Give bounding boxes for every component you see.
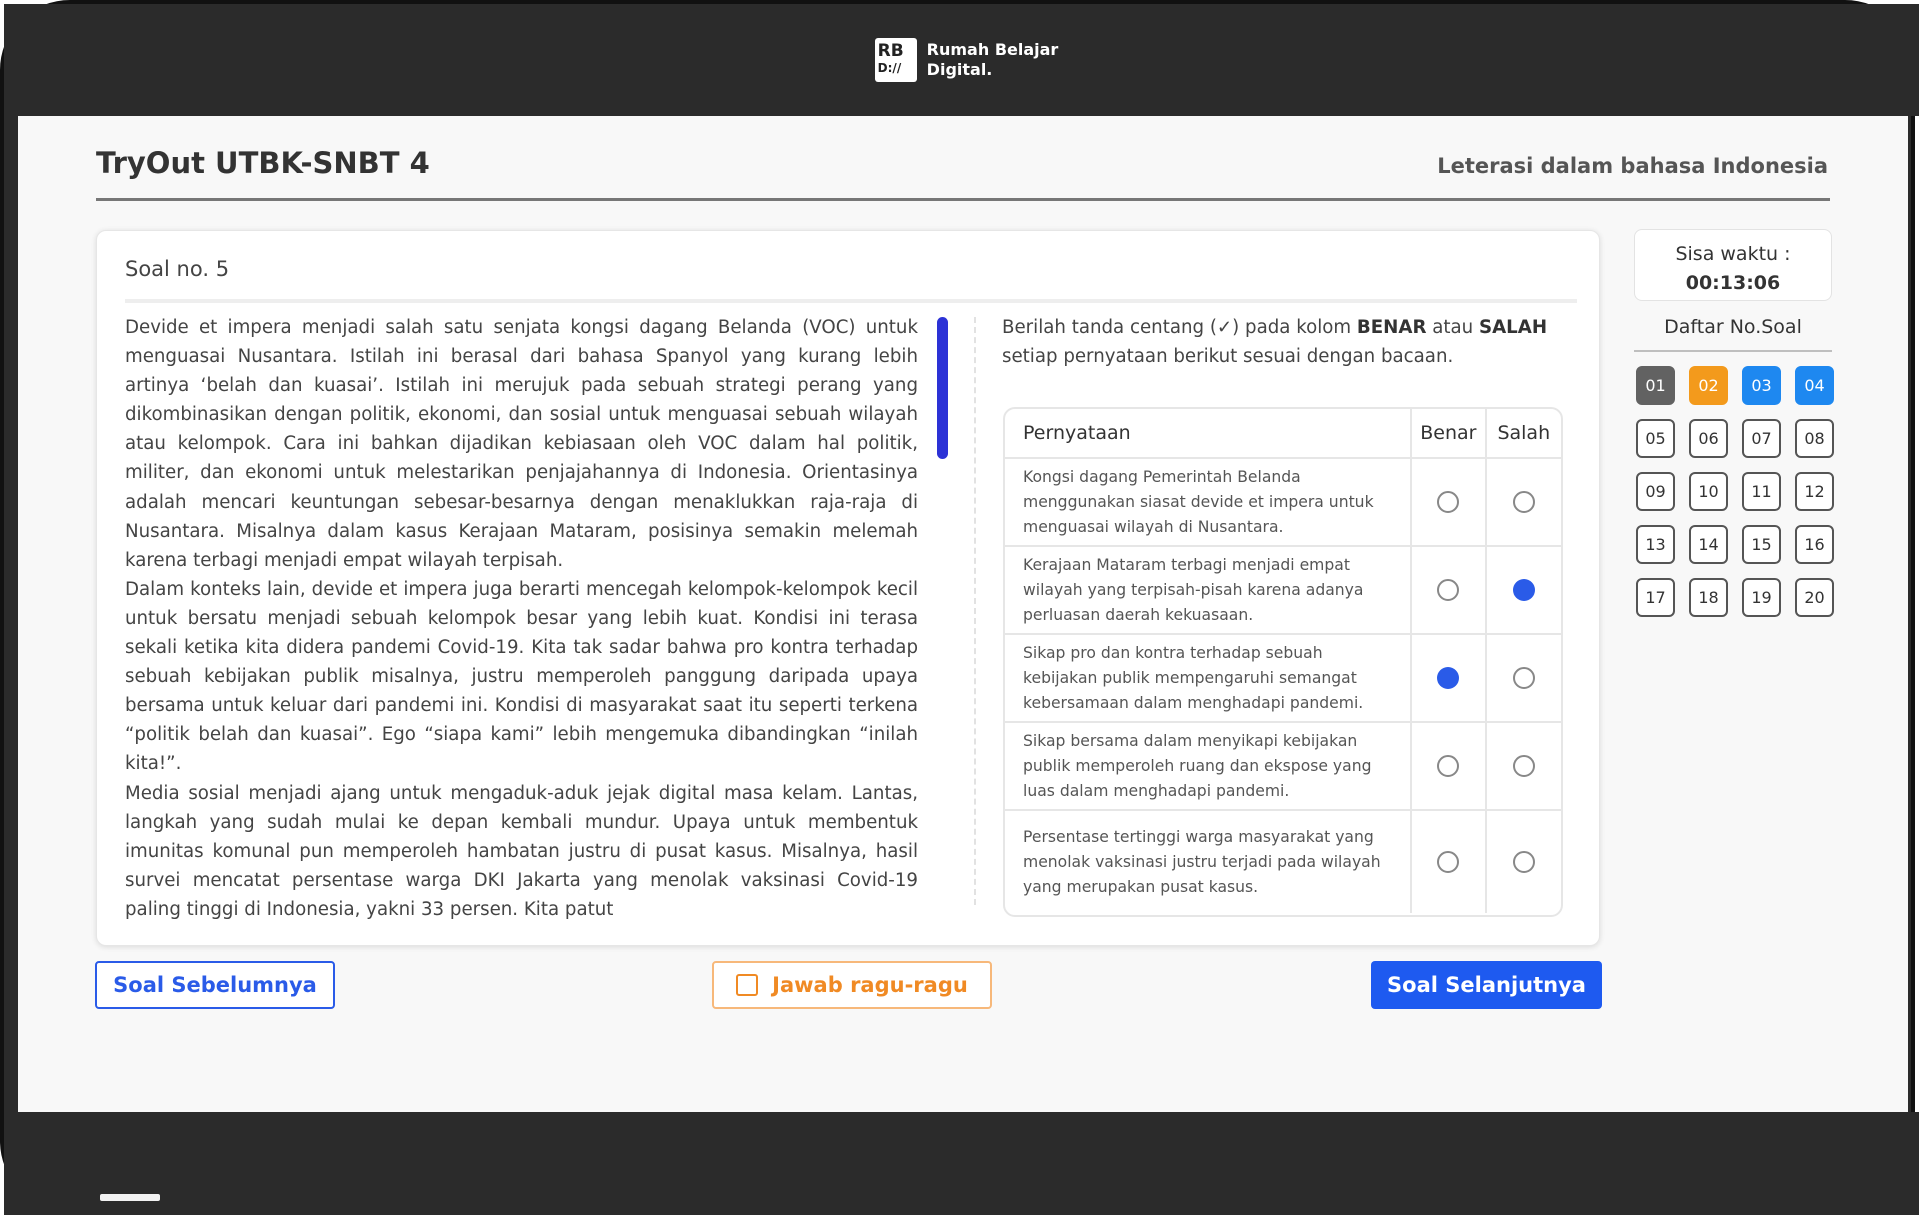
question-number-button[interactable]: 20: [1795, 578, 1834, 617]
true-option-cell: [1412, 635, 1486, 721]
brand-name: [927, 40, 1059, 80]
question-number-button[interactable]: 15: [1742, 525, 1781, 564]
question-card: [96, 230, 1600, 946]
true-option-cell: [1412, 547, 1486, 633]
question-number-button[interactable]: 09: [1636, 472, 1675, 511]
timer-label: Sisa waktu :: [1675, 243, 1791, 265]
question-number-button[interactable]: 17: [1636, 578, 1675, 617]
doubt-checkbox[interactable]: [736, 974, 758, 996]
false-option-cell: [1487, 635, 1561, 721]
table-header-row: [1005, 409, 1561, 459]
question-number-button[interactable]: 10: [1689, 472, 1728, 511]
true-radio[interactable]: [1437, 851, 1459, 873]
question-number-button[interactable]: 02: [1689, 366, 1728, 405]
previous-question-button[interactable]: Soal Sebelumnya: [95, 961, 335, 1009]
timer-value: 00:13:06: [1685, 272, 1781, 294]
question-number-button[interactable]: 11: [1742, 472, 1781, 511]
question-number-button[interactable]: 14: [1689, 525, 1728, 564]
subject-label: Leterasi dalam bahasa Indonesia: [1437, 154, 1828, 178]
app-screen: [18, 116, 1908, 1112]
top-bar: [4, 4, 1919, 116]
false-option-cell: [1487, 459, 1561, 545]
question-number-button[interactable]: 05: [1636, 419, 1675, 458]
true-radio[interactable]: [1437, 491, 1459, 513]
statement-row: [1005, 723, 1561, 811]
false-radio[interactable]: [1513, 851, 1535, 873]
logo-mark-line1: RB: [877, 41, 904, 61]
question-number-button[interactable]: 07: [1742, 419, 1781, 458]
question-number-button[interactable]: 12: [1795, 472, 1834, 511]
column-header-statement: Pernyataan: [1005, 409, 1412, 457]
instruction-true-keyword: BENAR: [1356, 317, 1427, 338]
mark-doubt-button[interactable]: [712, 961, 992, 1009]
column-header-true: Benar: [1412, 409, 1486, 457]
true-radio[interactable]: [1437, 667, 1459, 689]
statement-text: Sikap pro dan kontra terhadap sebuah kebijakan publik mempengaruhi semangat kebersamaan dalam menghadapi pandemi.: [1005, 635, 1412, 721]
question-number-button[interactable]: 01: [1636, 366, 1675, 405]
question-divider: [125, 299, 1577, 303]
false-radio[interactable]: [1513, 755, 1535, 777]
passage-paragraph: Media sosial menjadi ajang untuk mengaduk-aduk jejak digital masa kelam. Lantas, langkah yang sudah mulai ke depan kembali mundur. Upaya untuk membentuk imunitas komunal pun memperoleh hambatan justru di pusat kasus. Misalnya, hasil survei mencatat persentase warga DKI Jakarta yang menolak vaksinasi Covid-19 paling tinggi di Indonesia, yakni 33 persen. Kita patut: [125, 782, 918, 920]
doubt-label: Jawab ragu-ragu: [772, 973, 968, 997]
logo-mark-line2: D://: [877, 61, 902, 75]
true-option-cell: [1412, 459, 1486, 545]
timer-box: [1634, 229, 1832, 301]
question-number: Soal no. 5: [125, 257, 230, 281]
statement-table: [1003, 407, 1563, 917]
question-number-button[interactable]: 19: [1742, 578, 1781, 617]
false-radio[interactable]: [1513, 491, 1535, 513]
column-divider: [974, 317, 976, 905]
question-number-button[interactable]: 18: [1689, 578, 1728, 617]
true-radio[interactable]: [1437, 755, 1459, 777]
statement-text: Kerajaan Mataram terbagi menjadi empat wilayah yang terpisah-pisah karena adanya perluasan daerah kekuasaan.: [1005, 547, 1412, 633]
page-title: TryOut UTBK-SNBT 4: [96, 146, 430, 180]
question-number-grid: [1636, 366, 1836, 617]
question-number-button[interactable]: 03: [1742, 366, 1781, 405]
true-option-cell: [1412, 811, 1486, 913]
question-number-button[interactable]: 06: [1689, 419, 1728, 458]
logo-mark: [875, 38, 917, 82]
instruction-text: setiap pernyataan berikut sesuai dengan bacaan.: [1002, 346, 1454, 367]
true-option-cell: [1412, 723, 1486, 809]
passage-paragraph: Devide et impera menjadi salah satu senjata kongsi dagang Belanda (VOC) untuk menguasai Nusantara. Istilah ini berasal dari bahasa Spanyol yang kurang lebih artinya ‘belah dan kuasai’. Istilah ini merujuk pada sebuah strategi perang yang dikombinasikan dengan politik, ekonomi, dan sosial untuk menguasai sebuah wilayah atau kelompok. Cara ini bahkan dijadikan kebiasaan oleh VOC dalam hal politik, militer, dan ekonomi untuk melestarikan penjajahannya di Indonesia. Orientasinya adalah mencari keuntungan sebesar-besarnya dengan menaklukkan raja-raja di Nusantara. Misalnya dalam kasus Kerajaan Mataram, posisinya semakin melemah karena terbagi menjadi empat wilayah terpisah.: [125, 317, 918, 571]
statement-row: [1005, 635, 1561, 723]
statement-row: [1005, 547, 1561, 635]
instruction-false-keyword: SALAH: [1479, 317, 1548, 338]
bottom-bar: [4, 1112, 1919, 1215]
false-radio[interactable]: [1513, 667, 1535, 689]
next-question-button[interactable]: Soal Selanjutnya: [1371, 961, 1602, 1009]
brand-logo: [875, 38, 1059, 82]
title-divider: [96, 198, 1830, 201]
brand-name-line1: Rumah Belajar: [926, 40, 1059, 59]
statement-row: [1005, 459, 1561, 547]
question-number-button[interactable]: 08: [1795, 419, 1834, 458]
question-number-button[interactable]: 16: [1795, 525, 1834, 564]
false-option-cell: [1487, 547, 1561, 633]
passage-paragraph: Dalam konteks lain, devide et impera juga berarti mencegah kelompok-kelompok kecil untuk bersatu menjadi sebuah kelompok besar yang lebih kuat. Kondisi ini terasa sekali ketika kita didera pandemi Covid-19. Kita tak sadar bahwa pro kontra terhadap sebuah kebijakan publik misalnya, justru memperoleh panggung daripada upaya bersama untuk keluar dari pandemi ini. Kondisi di masyarakat saat itu seperti terkena “politik belah dan kuasai”. Ego “siapa kami” lebih mengemuka dibandingkan “inilah kita!”.: [125, 578, 918, 775]
statement-row: [1005, 811, 1561, 913]
passage-scrollbar[interactable]: [937, 317, 948, 459]
statement-text: Persentase tertinggi warga masyarakat yang menolak vaksinasi justru terjadi pada wilayah yang merupakan pusat kasus.: [1005, 811, 1412, 913]
question-number-button[interactable]: 04: [1795, 366, 1834, 405]
brand-name-line2: Digital.: [926, 60, 993, 79]
statement-text: Sikap bersama dalam menyikapi kebijakan publik memperoleh ruang dan ekspose yang luas dalam menghadapi pandemi.: [1005, 723, 1412, 809]
home-indicator: [100, 1194, 160, 1201]
question-list-divider: [1634, 350, 1832, 352]
false-radio[interactable]: [1513, 579, 1535, 601]
statement-text: Kongsi dagang Pemerintah Belanda menggunakan siasat devide et impera untuk menguasai wilayah di Nusantara.: [1005, 459, 1412, 545]
question-instruction: [1002, 313, 1582, 371]
false-option-cell: [1487, 811, 1561, 913]
instruction-text: atau: [1426, 317, 1479, 338]
question-list-title: Daftar No.Soal: [1664, 316, 1802, 338]
true-radio[interactable]: [1437, 579, 1459, 601]
column-header-false: Salah: [1497, 422, 1551, 444]
question-number-button[interactable]: 13: [1636, 525, 1675, 564]
instruction-text: Berilah tanda centang (✓) pada kolom: [1002, 317, 1357, 338]
reading-passage[interactable]: [125, 313, 918, 920]
false-option-cell: [1487, 723, 1561, 809]
